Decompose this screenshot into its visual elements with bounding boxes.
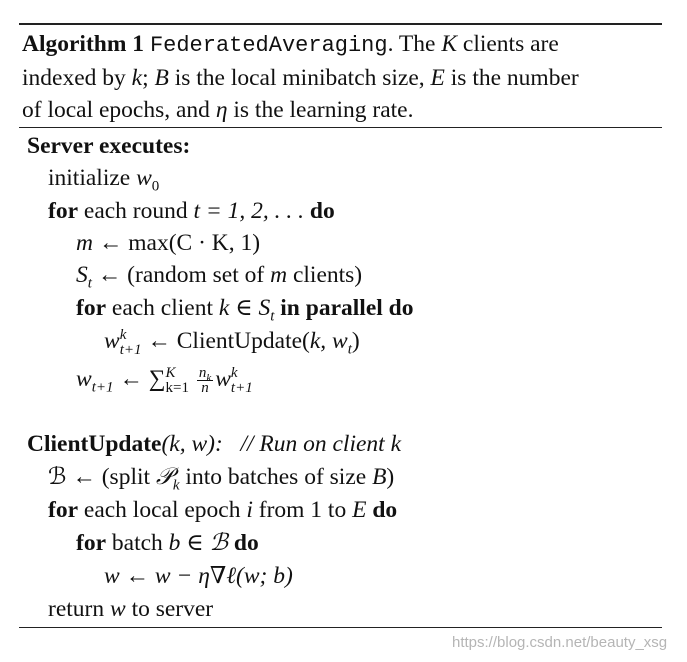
algorithm-label: Algorithm 1 — [22, 31, 145, 57]
top-rule — [19, 23, 662, 25]
algorithm-name: FederatedAveraging — [149, 33, 388, 58]
caption-text: clients are — [457, 31, 559, 57]
caption-var: E — [430, 65, 445, 91]
algo-line-for-clients: for each client k ∈ $S_t$ in parallel do — [76, 295, 414, 325]
caption-var: η — [215, 97, 228, 123]
caption-line-3 — [22, 94, 667, 126]
server-header: Server executes: — [27, 133, 191, 159]
caption-line-2 — [22, 62, 667, 94]
algo-line-batches: ℬ ← (split 𝒫$_k$ into batches of size B) — [48, 464, 395, 494]
caption-line-1 — [22, 28, 667, 62]
algo-line-m: m ← max(C · K, 1) — [76, 230, 261, 256]
caption-var: k — [131, 65, 143, 91]
algorithm-caption — [22, 28, 667, 126]
algo-line-client-update-call: w k t+1 ← ClientUpdate(k, $w_t$) — [104, 326, 360, 358]
caption-text: is the number — [444, 65, 579, 91]
caption-text: indexed by — [22, 65, 132, 91]
watermark: https://blog.csdn.net/beauty_xsg — [452, 634, 668, 651]
client-header: ClientUpdate(k, w): // Run on client k — [27, 431, 401, 457]
caption-text: of local epochs, and — [22, 97, 216, 123]
algo-line-for-rounds: for each round t = 1, 2, . . . do — [48, 198, 335, 224]
caption-text: is the local minibatch size, — [168, 65, 431, 91]
algo-line-initialize: initialize $w_0$ — [48, 165, 160, 195]
algo-line-aggregate: $w_{t+1}$ ← ∑ K k=1 $\frac{n_k}{n}$ w k t+1 — [76, 364, 253, 397]
algo-line-for-batch: for batch b ∈ ℬ do — [76, 530, 259, 556]
algo-line-sgd-step: w ← w − η∇ℓ(w; b) — [104, 563, 293, 589]
caption-text: . The — [387, 31, 442, 57]
caption-text: ; — [142, 65, 155, 91]
caption-rule — [19, 127, 662, 128]
algo-line-for-epochs: for each local epoch i from 1 to E do — [48, 497, 398, 523]
algo-line-st: $S_t$ ← (random set of m clients) — [76, 262, 363, 292]
client-comment: // Run on client k — [240, 431, 401, 457]
caption-var: B — [154, 65, 169, 91]
bottom-rule — [19, 627, 662, 628]
algo-line-return: return w to server — [48, 596, 214, 622]
caption-text: is the learning rate. — [227, 97, 414, 123]
caption-var: K — [441, 31, 458, 57]
